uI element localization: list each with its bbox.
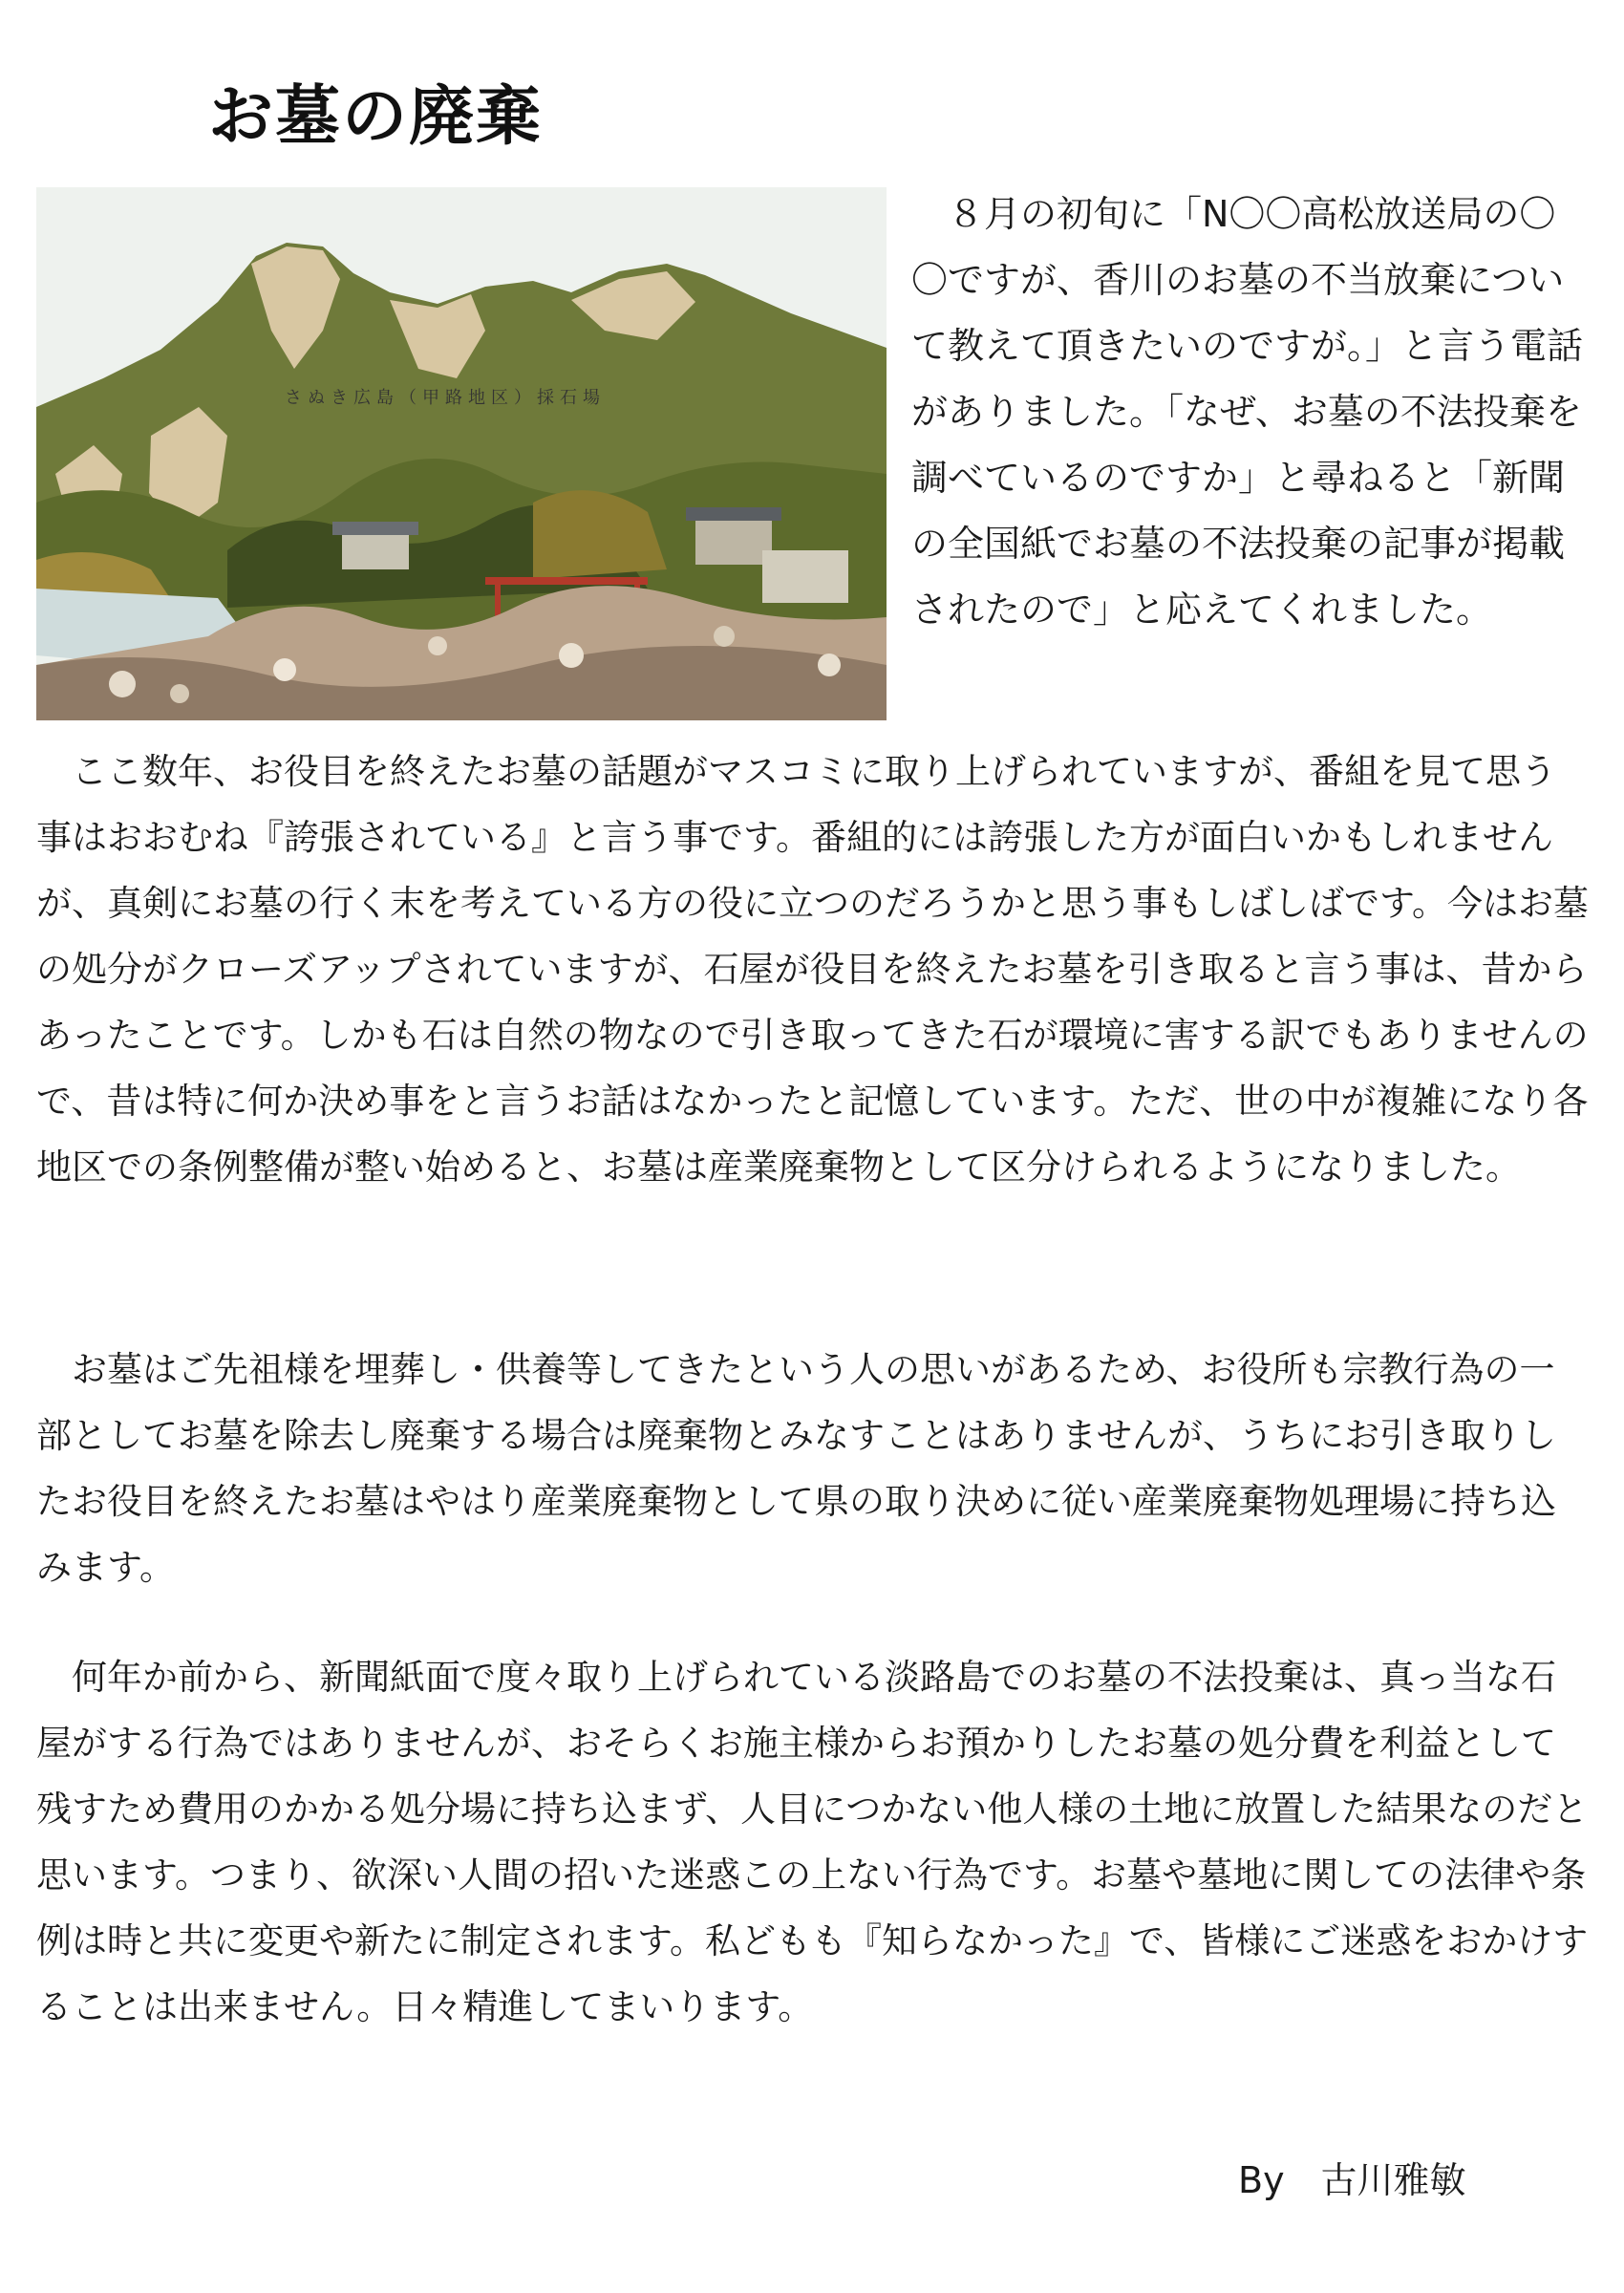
house — [342, 531, 409, 569]
body-paragraph-1: ここ数年、お役目を終えたお墓の話題がマスコミに取り上げられていますが、番組を見て思う事はおおむね『誇張されている』と言う事です。番組的には誇張した方が面白いかもしれませんが、真剣にお墓の行く末を考えている方の役に立つのだろうかと思う事もしばしばです。今はお墓の処分がクローズアップされていますが、石屋が役目を終えたお墓を引き取ると言う事は、昔からあったことです。しかも石は自然の物なので引き取ってきた石が環境に害する訳でもありませんので、昔は特に何か決め事をと言うお話はなかったと記憶しています。ただ、世の中が複雑になり各地区での条例整備が整い始めると、お墓は産業廃棄物として区分けられるようになりました。 — [36, 751, 1590, 1188]
rock — [818, 654, 841, 676]
rock — [109, 671, 136, 697]
rock — [428, 636, 447, 655]
page-title: お墓の廃棄 — [208, 78, 544, 155]
rock — [170, 684, 189, 703]
house-roof — [686, 507, 781, 521]
rock — [714, 626, 735, 647]
author-byline: By 古川雅敏 — [1238, 2159, 1466, 2201]
house — [762, 550, 848, 603]
photo-caption: さぬき広島（甲路地区）採石場 — [285, 388, 606, 408]
rock — [273, 658, 296, 681]
house — [695, 517, 772, 565]
quarry-photo — [36, 187, 887, 720]
rock — [559, 643, 584, 668]
body-paragraph-2: お墓はご先祖様を埋葬し・供養等してきたという人の思いがあるため、お役所も宗教行為の一部としてお墓を除去し廃棄する場合は廃棄物とみなすことはありませんが、うちにお引き取りしたお役目を終えたお墓はやはり産業廃棄物として県の取り決めに従い産業廃棄物処理場に持ち込みます。 — [36, 1349, 1556, 1588]
house-roof — [332, 522, 418, 535]
quarry-illustration — [36, 187, 887, 720]
intro-paragraph: ８月の初旬に「N〇〇高松放送局の〇〇ですが、香川のお墓の不当放棄について教えて頂きたいのですが。」と言う電話がありました。「なぜ、お墓の不法投棄を調べているのですか」と尋ねると「新聞の全国紙でお墓の不法投棄の記事が掲載されたので」と応えてくれました。 — [911, 193, 1584, 631]
gantry — [485, 577, 648, 585]
body-paragraph-3: 何年か前から、新聞紙面で度々取り上げられている淡路島でのお墓の不法投棄は、真っ当な石屋がする行為ではありませんが、おそらくお施主様からお預かりしたお墓の処分費を利益として残すため費用のかかる処分場に持ち込まず、人目につかない他人様の土地に放置した結果なのだと思います。つまり、欲深い人間の招いた迷惑この上ない行為です。お墓や墓地に関しての法律や条例は時と共に変更や新たに制定されます。私どもも『知らなかった』で、皆様にご迷惑をおかけすることは出来ません。日々精進してまいります。 — [36, 1657, 1589, 2027]
